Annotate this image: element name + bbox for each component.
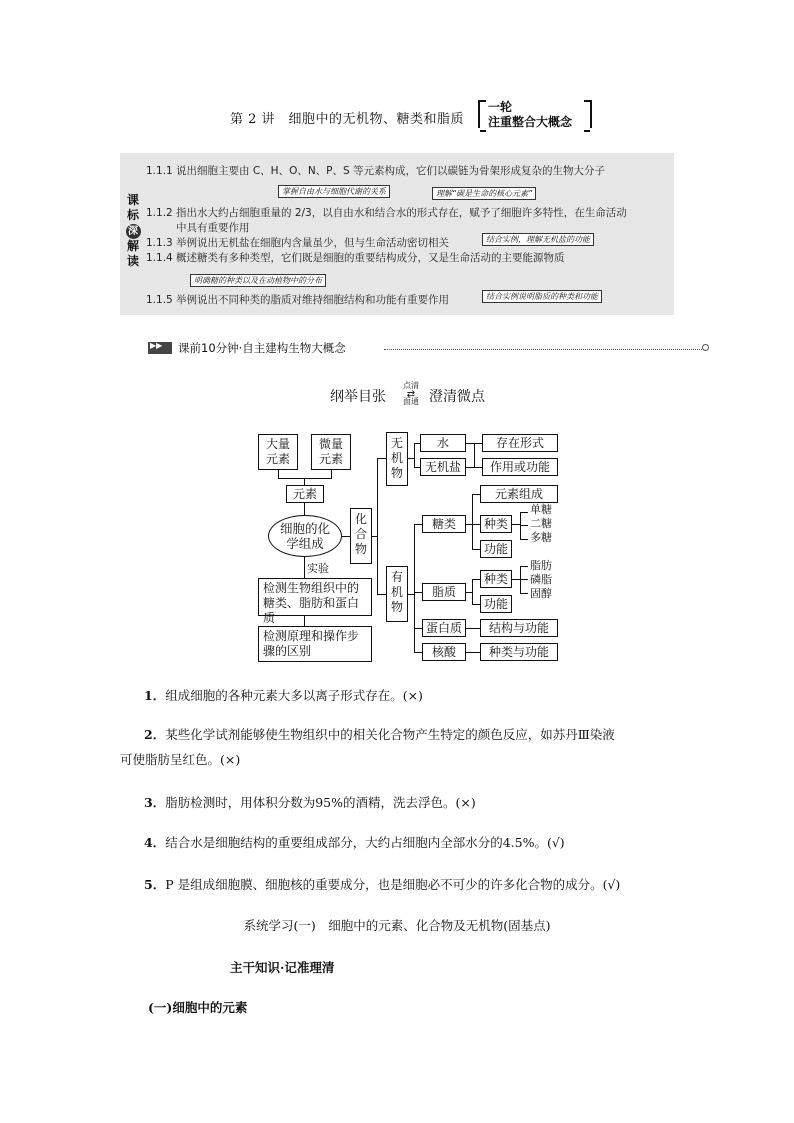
map-subtitle xyxy=(330,380,530,410)
node-sugar-kinds: 种类 xyxy=(480,515,512,533)
circle-end-icon xyxy=(702,344,709,351)
curriculum-note: 掌握自由水与细胞代谢的关系 xyxy=(278,185,390,198)
curriculum-note: 结合实例说明脂质的种类和功能 xyxy=(482,290,602,303)
node-lipid-function: 功能 xyxy=(480,595,512,613)
lesson-title-text: 第 2 讲 细胞中的无机物、糖类和脂质 xyxy=(230,112,465,127)
node-elements: 元素 xyxy=(286,485,324,503)
subtitle-arrows xyxy=(396,380,426,408)
system-heading: 系统学习(一) 细胞中的元素、化合物及无机物(固基点) xyxy=(243,918,551,933)
question-4: 4．结合水是细胞结构的重要组成部分，大约占细胞内全部水分的4.5%。(√) xyxy=(144,835,565,850)
part1-heading: (一)细胞中的元素 xyxy=(148,1000,248,1015)
question-1: 1．组成细胞的各种元素大多以离子形式存在。(×) xyxy=(144,688,423,703)
question-5: 5．P 是组成细胞膜、细胞核的重要成分，也是细胞必不可少的许多化合物的成分。(√) xyxy=(144,877,621,892)
label-phospho: 磷脂 xyxy=(530,573,552,586)
curriculum-box xyxy=(120,153,674,315)
subtitle-left: 纲举目张 xyxy=(330,389,386,405)
node-nucleic: 核酸 xyxy=(422,643,466,661)
curriculum-item: 1.1.4 概述糖类有多种类型，它们既是细胞的重要结构成分，又是生命活动的主要能源物质 xyxy=(146,252,565,264)
label-experiment: 实验 xyxy=(307,562,329,575)
label-di: 二糖 xyxy=(530,517,552,530)
node-salt: 无机盐 xyxy=(420,458,466,476)
node-organic: 有机物 xyxy=(386,566,408,622)
curriculum-note: 理解“碳是生命的核心元素” xyxy=(432,187,536,200)
curriculum-note: 明确糖的种类以及在动植物中的分布 xyxy=(190,274,326,287)
main-knowledge-heading: 主干知识·记准理清 xyxy=(230,960,335,975)
question-2: 2．某些化学试剂能够使生物组织中的相关化合物产生特定的颜色反应，如苏丹Ⅲ染液 可使脂肪呈红色。(×) xyxy=(120,727,615,767)
node-lipid: 脂质 xyxy=(422,583,466,601)
section-label: 课前10分钟·自主建构生物大概念 xyxy=(178,341,346,355)
node-sugar: 糖类 xyxy=(422,515,466,533)
node-struct-func: 结构与功能 xyxy=(480,619,558,637)
node-center: 细胞的化学组成 xyxy=(268,515,342,557)
section-arrow-icon xyxy=(148,342,172,354)
subtitle-bottom: 面通 xyxy=(403,397,419,406)
label-sterol: 固醇 xyxy=(530,587,552,600)
node-compound: 化合物 xyxy=(350,508,372,564)
node-exp2: 检测原理和操作步骤的区别 xyxy=(258,626,372,662)
curriculum-item: 1.1.5 举例说出不同种类的脂质对维持细胞结构和功能有重要作用 xyxy=(146,294,449,306)
label-poly: 多糖 xyxy=(530,531,552,544)
double-arrow-icon: ⇄ xyxy=(406,389,416,400)
lesson-title xyxy=(0,100,794,132)
section-header xyxy=(148,340,708,358)
node-lipid-kinds: 种类 xyxy=(480,570,512,588)
curriculum-note: 结合实例，理解无机盐的功能 xyxy=(482,233,594,246)
node-kind-func: 种类与功能 xyxy=(480,643,558,661)
label-mono: 单糖 xyxy=(530,503,552,516)
node-inorganic: 无机物 xyxy=(386,432,408,486)
curriculum-item-cont: 中具有重要作用 xyxy=(176,222,250,234)
bracket-line2: 注重整合大概念 xyxy=(488,115,573,129)
bracket-line1: 一轮 xyxy=(488,100,513,114)
node-water: 水 xyxy=(420,434,466,452)
label-fat: 脂肪 xyxy=(530,559,552,572)
node-sugar-function: 功能 xyxy=(480,540,512,558)
node-element-comp: 元素组成 xyxy=(480,485,558,503)
curriculum-item: 1.1.3 举例说出无机盐在细胞内含量虽少，但与生命活动密切相关 xyxy=(146,237,449,249)
node-protein: 蛋白质 xyxy=(422,619,466,637)
node-micro: 微量元素 xyxy=(311,434,351,470)
node-macro: 大量元素 xyxy=(258,434,298,470)
subtitle-top: 点清 xyxy=(403,381,419,390)
node-exist: 存在形式 xyxy=(482,434,558,452)
question-3: 3．脂肪检测时，用体积分数为95%的酒精，洗去浮色。(×) xyxy=(144,795,476,810)
node-exp1: 检测生物组织中的糖类、脂肪和蛋白质 xyxy=(258,578,372,616)
subtitle-right: 澄清微点 xyxy=(429,389,485,405)
dotted-divider xyxy=(384,349,702,350)
curriculum-item: 1.1.1 说出细胞主要由 C、H、O、N、P、S 等元素构成，它们以碳链为骨架形成复杂的生物大分子 xyxy=(146,165,606,177)
title-bracket xyxy=(478,100,592,128)
curriculum-item: 1.1.2 指出水大约占细胞重量的 2/3，以自由水和结合水的形式存在，赋予了细胞许多特性，在生命活动 xyxy=(146,207,627,219)
curriculum-side-label: 课 标 深 解 读 xyxy=(126,193,139,268)
node-role: 作用或功能 xyxy=(482,458,558,476)
